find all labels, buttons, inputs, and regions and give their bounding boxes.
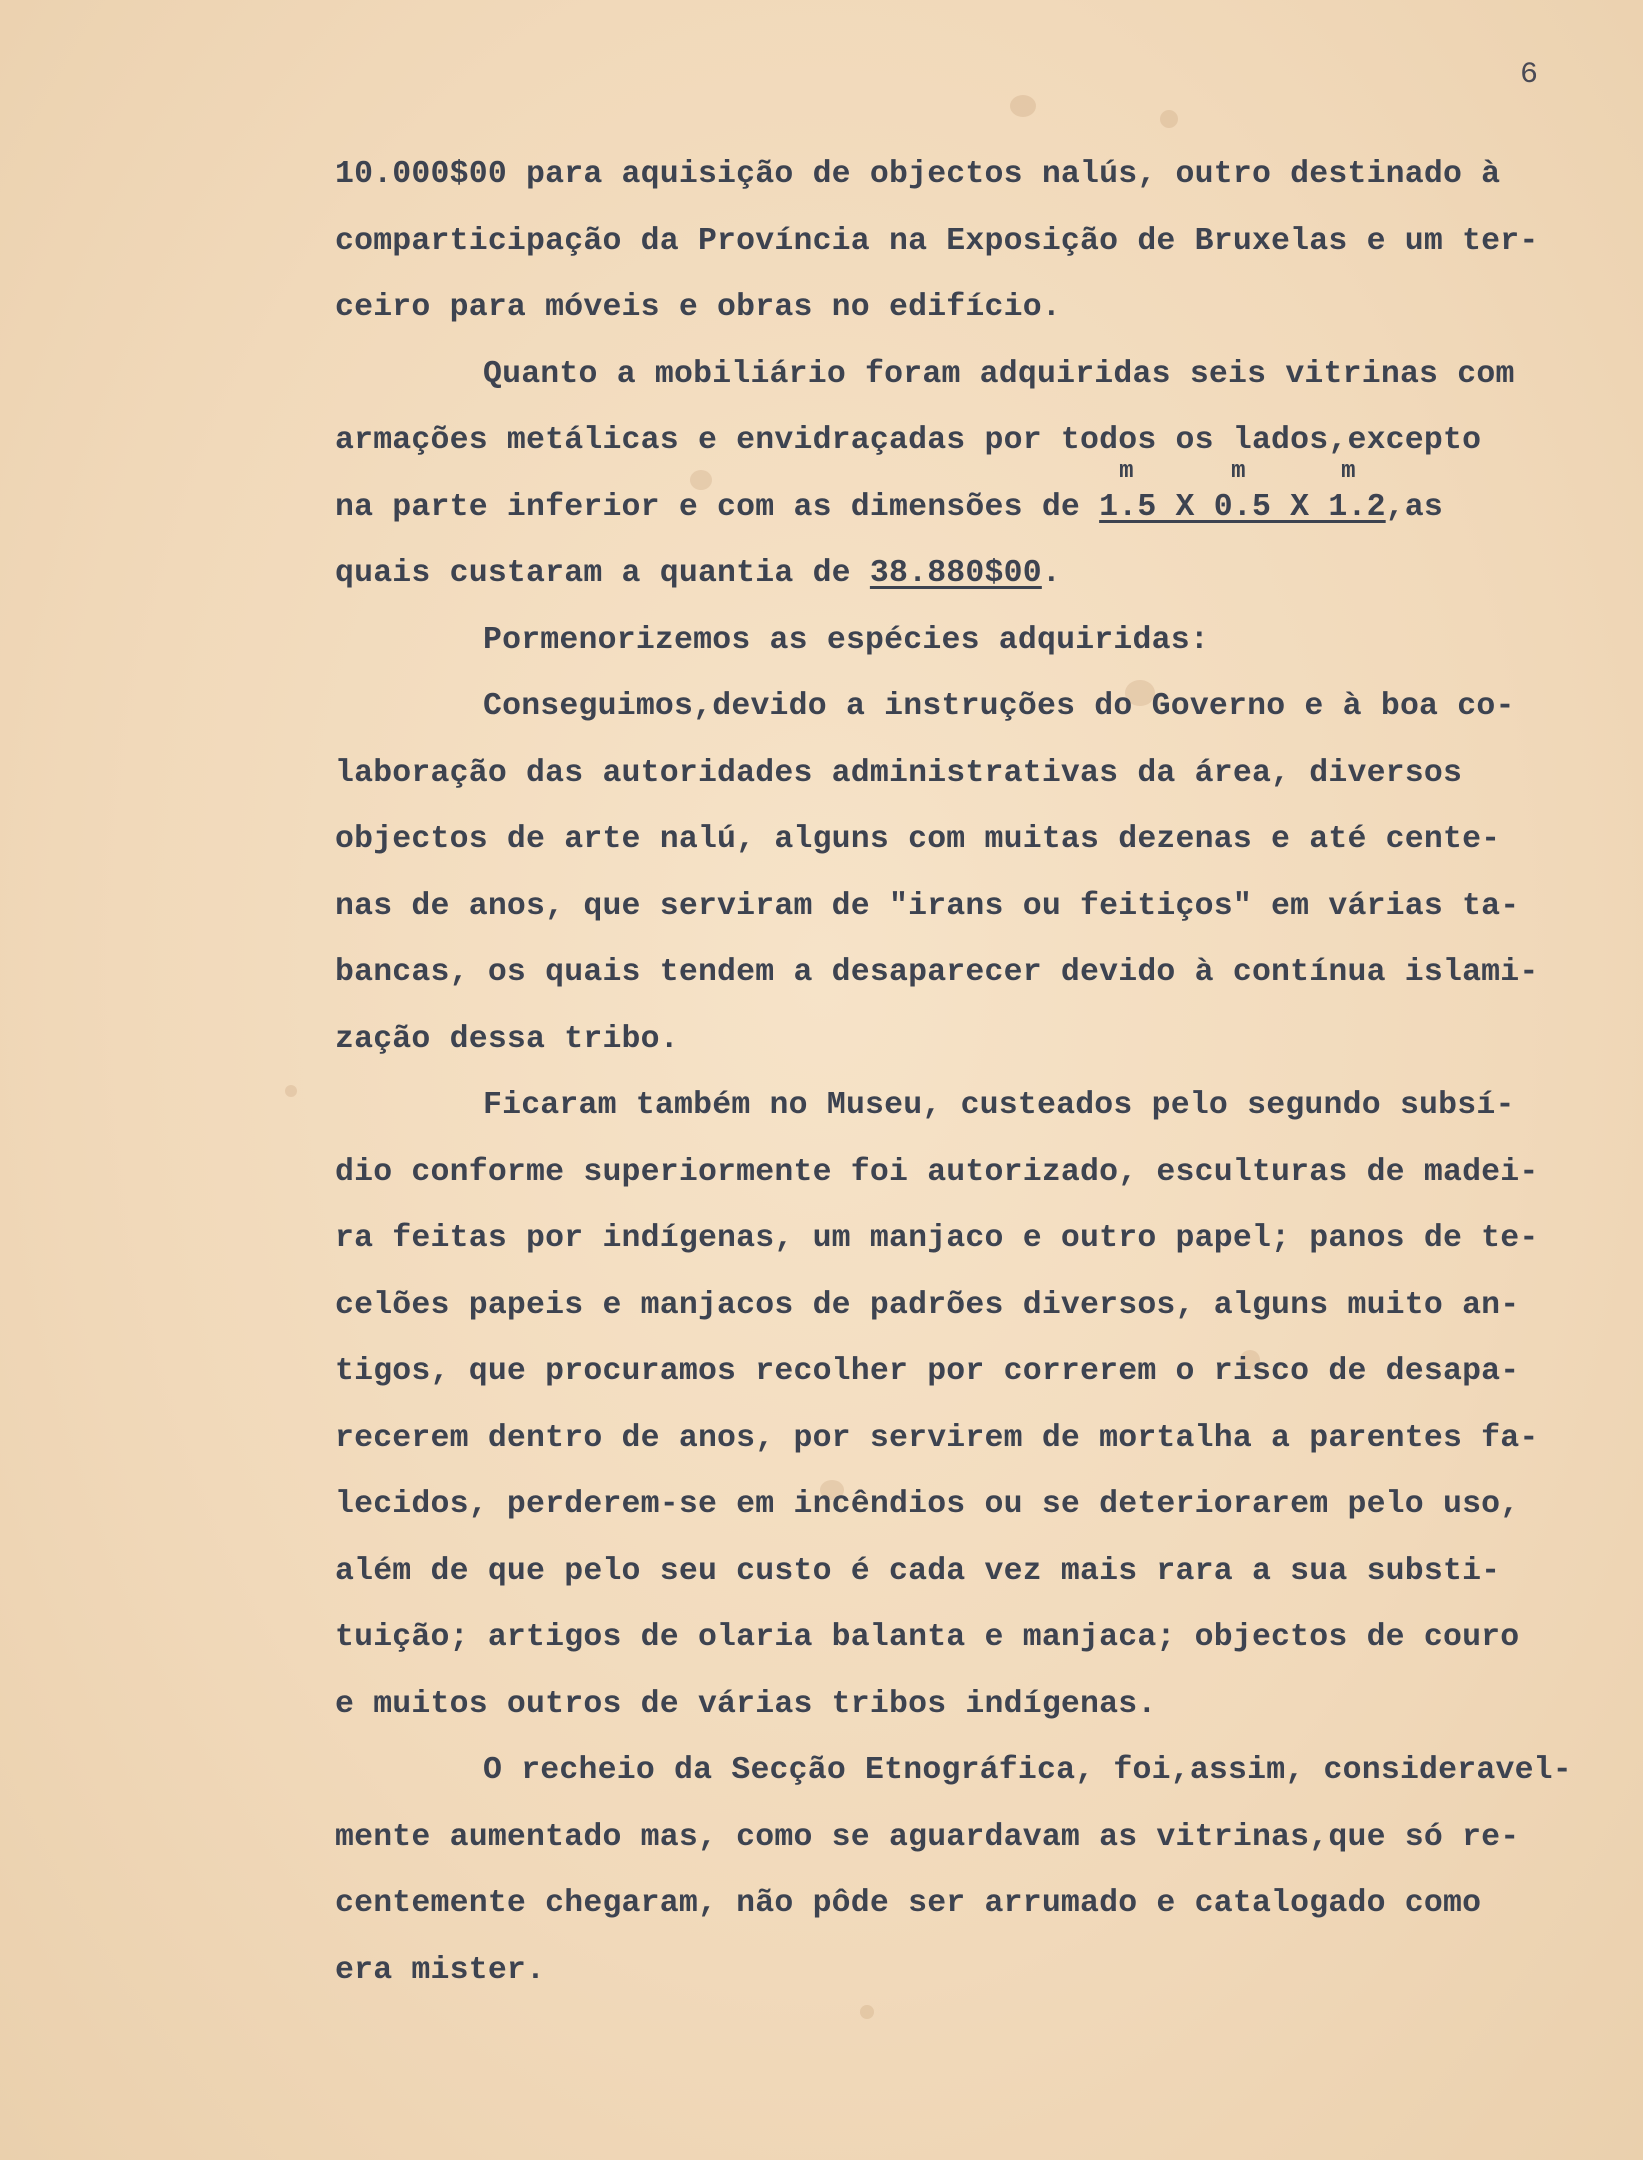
text-line: dio conforme superiormente foi autorizado, esculturas de madei- xyxy=(335,1154,1539,1190)
text-span: . xyxy=(1041,556,1061,591)
price-value: 38.880$00 xyxy=(869,556,1042,591)
document-body xyxy=(335,142,1595,2004)
text-span: na parte inferior e com as dimensões de xyxy=(335,489,1100,525)
text-line: centemente chegaram, não pôde ser arrumado e catalogado como xyxy=(335,1886,1482,1921)
text-line: zação dessa tribo. xyxy=(335,1021,679,1057)
text-line: comparticipação da Província na Exposição de Bruxelas e um ter- xyxy=(335,223,1539,259)
dimension-unit: m xyxy=(1119,457,1134,485)
text-line: 10.000$00 para aquisição de objectos nalús, outro destinado à xyxy=(335,157,1501,192)
text-line: celões papeis e manjacos de padrões diversos, alguns muito an- xyxy=(335,1287,1520,1323)
text-line: laboração das autoridades administrativas da área, diversos xyxy=(335,755,1463,791)
paper-stain xyxy=(1010,95,1036,117)
text-line: nas de anos, que serviram de "irans ou feitiços" em várias ta- xyxy=(335,888,1520,924)
dimension-unit: m xyxy=(1341,457,1356,485)
text-line: objectos de arte nalú, alguns com muitas dezenas e até cente- xyxy=(335,822,1501,857)
text-line: Ficaram também no Museu, custeados pelo segundo subsí- xyxy=(483,1088,1515,1123)
text-span: ,as xyxy=(1385,489,1443,525)
text-line: armações metálicas e envidraçadas por todos os lados,excepto xyxy=(335,423,1482,458)
paper-stain xyxy=(1160,110,1178,128)
text-line: ra feitas por indígenas, um manjaco e outro papel; panos de te- xyxy=(335,1221,1539,1256)
page-number: 6 xyxy=(1520,58,1539,92)
text-line: Pormenorizemos as espécies adquiridas: xyxy=(483,622,1209,658)
text-line: Quanto a mobiliário foram adquiridas seis vitrinas com xyxy=(483,356,1515,392)
text-line: tigos, que procuramos recolher por correrem o risco de desapa- xyxy=(335,1354,1520,1389)
dimension-unit: m xyxy=(1231,457,1246,485)
text-line: lecidos, perderem-se em incêndios ou se deteriorarem pelo uso, xyxy=(335,1487,1520,1522)
text-line: tuição; artigos de olaria balanta e manjaca; objectos de couro xyxy=(335,1620,1520,1655)
text-line: além de que pelo seu custo é cada vez mais rara a sua substi- xyxy=(335,1553,1501,1589)
dimensions-value: 1.5 X 0.5 X 1.2 xyxy=(1099,489,1386,525)
text-line: Conseguimos,devido a instruções do Governo e à boa co- xyxy=(483,689,1515,724)
text-line: O recheio da Secção Etnográfica, foi,assim, consideravel- xyxy=(483,1753,1572,1788)
text-line: e muitos outros de várias tribos indígenas. xyxy=(335,1686,1157,1722)
text-span: quais custaram a quantia de xyxy=(335,556,870,591)
dimensions-value-wrapper xyxy=(1099,457,1386,525)
text-line: era mister. xyxy=(335,1952,546,1988)
paper-stain xyxy=(860,2005,874,2019)
text-line-dimensions xyxy=(335,457,1595,542)
text-line: bancas, os quais tendem a desaparecer devido à contínua islami- xyxy=(335,955,1539,990)
paper-stain xyxy=(285,1085,297,1097)
text-line: recerem dentro de anos, por servirem de mortalha a parentes fa- xyxy=(335,1420,1539,1456)
text-line: ceiro para móveis e obras no edifício. xyxy=(335,290,1061,325)
text-line-price xyxy=(335,541,1595,608)
text-line: mente aumentado mas, como se aguardavam as vitrinas,que só re- xyxy=(335,1819,1520,1855)
